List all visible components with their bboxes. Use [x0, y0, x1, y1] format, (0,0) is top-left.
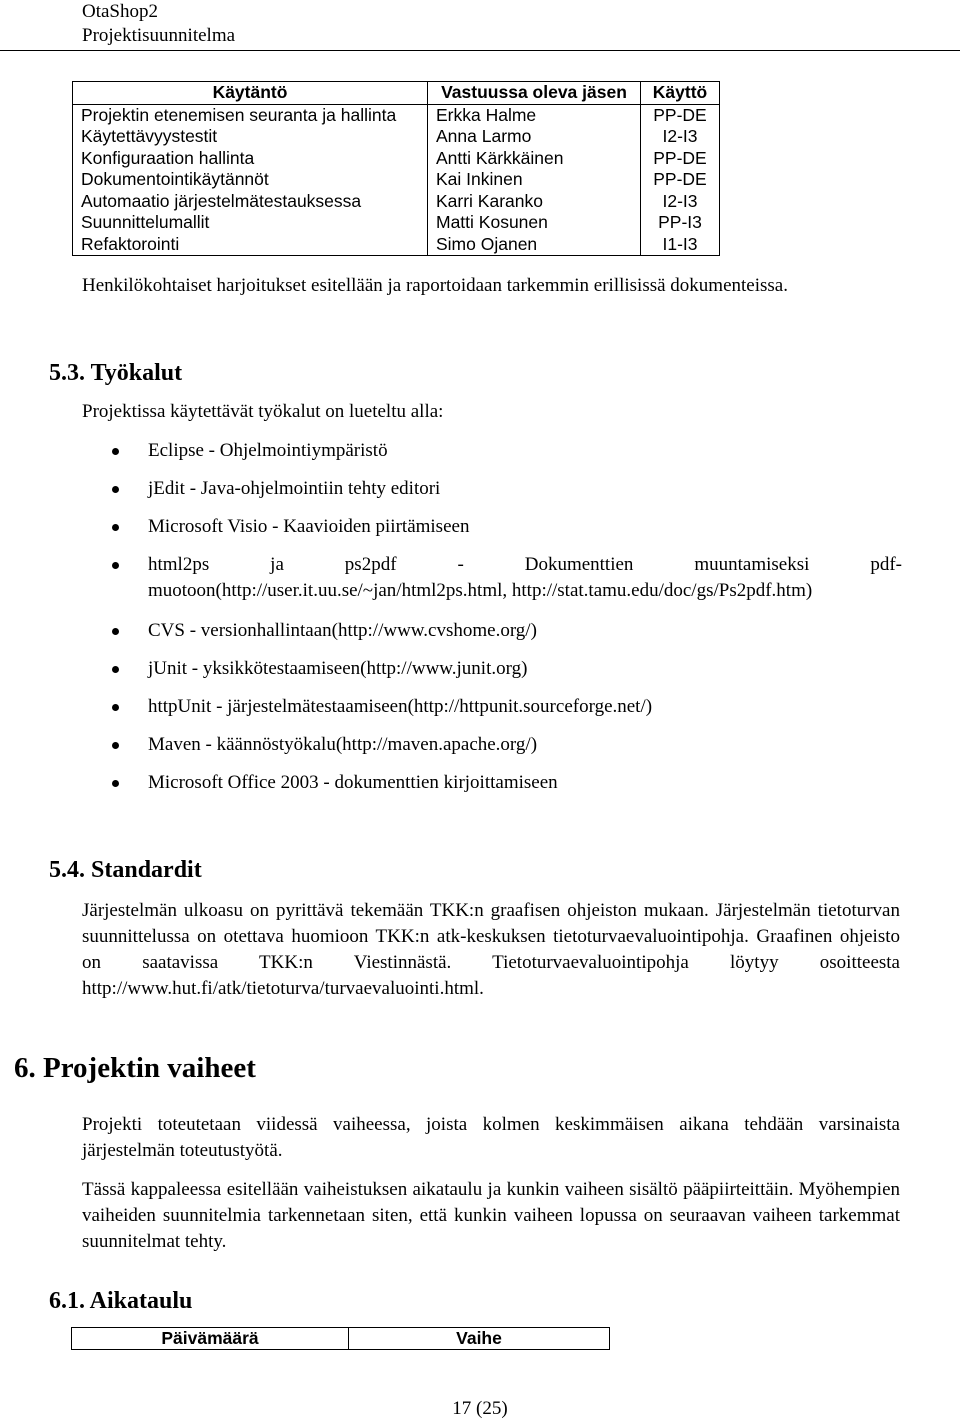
tools-intro-text: Projektissa käytettävät työkalut on lueteltu alla: [82, 401, 444, 422]
tool-item-text: html2ps ja ps2pdf - Dokumenttien muuntamiseksi pdf-muotoon(http://user.it.uu.se/~jan/html2ps.html, http://stat.tamu.edu/doc/gs/Ps2pdf.htm) [148, 554, 902, 601]
section-heading-phases: 6. Projektin vaiheet [14, 1052, 256, 1084]
section-heading-standards: 5.4. Standardit [49, 857, 202, 883]
personal-exercises-paragraph: Henkilökohtaiset harjoitukset esitellään ja raportoidaan tarkemmin erillisissä dokumenteissa. [82, 275, 788, 296]
roles-header-usage: Käyttö [641, 82, 720, 105]
roles-table-header-row [73, 82, 720, 105]
table-cell: Simo Ojanen [428, 234, 641, 256]
tool-item-text: Maven - käännöstyökalu(http://maven.apache.org/) [148, 734, 538, 755]
table-cell: Dokumentointikäytännöt [73, 169, 428, 191]
phases-paragraph-1: Projekti toteutetaan viidessä vaiheessa, joista kolmen keskimmäisen aikana tehdään varsinaista järjestelmän toteutustyötä. [82, 1114, 900, 1161]
table-cell: I1-I3 [641, 234, 720, 256]
table-cell: Antti Kärkkäinen [428, 148, 641, 170]
standards-paragraph: Järjestelmän ulkoasu on pyrittävä tekemään TKK:n graafisen ohjeiston mukaan. Järjestelmän tietoturvan suunnittelussa on otettava huomioon TKK:n atk-keskuksen tietoturvaevaluointipohja. Graafinen ohjeisto on saatavissa TKK:n Viestinnästä. Tietoturvaevaluointipohja löytyy osoitteesta http://www.hut.fi/atk/tietoturva/turvaevaluointi.html. [82, 900, 900, 999]
page-number: 17 (25) [452, 1398, 508, 1419]
roles-header-practice: Käytäntö [73, 82, 428, 105]
table-row [73, 104, 720, 126]
table-cell: Projektin etenemisen seuranta ja hallinta [73, 104, 428, 126]
bullet-icon [112, 780, 119, 787]
list-item [82, 618, 902, 644]
table-cell: Refaktorointi [73, 234, 428, 256]
table-row [73, 169, 720, 191]
table-cell: I2-I3 [641, 191, 720, 213]
table-row [73, 126, 720, 148]
roles-header-member: Vastuussa oleva jäsen [428, 82, 641, 105]
table-cell: Matti Kosunen [428, 212, 641, 234]
schedule-table-header-row [72, 1328, 610, 1350]
list-item [82, 514, 902, 540]
table-row [73, 212, 720, 234]
table-cell: Automaatio järjestelmätestauksessa [73, 191, 428, 213]
table-row [73, 234, 720, 256]
bullet-icon [112, 562, 119, 569]
tool-item-text: jUnit - yksikkötestaamiseen(http://www.junit.org) [148, 658, 528, 679]
list-item [82, 552, 902, 604]
list-item [82, 476, 902, 502]
table-cell: Kai Inkinen [428, 169, 641, 191]
list-item [82, 656, 902, 682]
document-header [82, 0, 235, 48]
bullet-icon [112, 666, 119, 673]
bullet-icon [112, 448, 119, 455]
table-cell: Anna Larmo [428, 126, 641, 148]
schedule-table [71, 1327, 610, 1350]
list-item [82, 770, 902, 796]
tool-item-text: httpUnit - järjestelmätestaamiseen(http://httpunit.sourceforge.net/) [148, 696, 653, 717]
table-cell: PP-I3 [641, 212, 720, 234]
table-row [73, 191, 720, 213]
table-cell: PP-DE [641, 104, 720, 126]
table-cell: Erkka Halme [428, 104, 641, 126]
table-cell: Karri Karanko [428, 191, 641, 213]
table-cell: Konfiguraation hallinta [73, 148, 428, 170]
tool-item-text: Microsoft Office 2003 - dokumenttien kirjoittamiseen [148, 772, 558, 793]
list-item [82, 732, 902, 758]
bullet-icon [112, 704, 119, 711]
roles-table [72, 81, 720, 256]
tool-item-text: Eclipse - Ohjelmointiympäristö [148, 440, 388, 461]
list-item [82, 694, 902, 720]
section-heading-schedule: 6.1. Aikataulu [49, 1288, 193, 1314]
header-divider [0, 50, 960, 51]
bullet-icon [112, 524, 119, 531]
table-cell: I2-I3 [641, 126, 720, 148]
schedule-header-phase: Vaihe [349, 1328, 610, 1350]
table-cell: Käytettävyystestit [73, 126, 428, 148]
table-cell: Suunnittelumallit [73, 212, 428, 234]
tool-item-text: jEdit - Java-ohjelmointiin tehty editori [148, 478, 441, 499]
phases-paragraph-2: Tässä kappaleessa esitellään vaiheistuksen aikataulu ja kunkin vaiheen sisältö pääpiirteittäin. Myöhempien vaiheiden suunnitelmia tarkennetaan siten, että kunkin vaiheen lopussa on seuraavan vaiheen tarkemmat suunnitelmat tehty. [82, 1179, 900, 1252]
tools-list [82, 438, 902, 808]
list-item [82, 438, 902, 464]
table-cell: PP-DE [641, 169, 720, 191]
table-row [73, 148, 720, 170]
schedule-header-date: Päivämäärä [72, 1328, 349, 1350]
header-project-name: OtaShop2 [82, 1, 158, 22]
table-cell: PP-DE [641, 148, 720, 170]
tool-item-text: Microsoft Visio - Kaavioiden piirtämiseen [148, 516, 470, 537]
bullet-icon [112, 742, 119, 749]
header-document-title: Projektisuunnitelma [82, 25, 236, 46]
bullet-icon [112, 486, 119, 493]
tool-item-text: CVS - versionhallintaan(http://www.cvshome.org/) [148, 620, 537, 641]
section-heading-tools: 5.3. Työkalut [49, 360, 183, 386]
bullet-icon [112, 628, 119, 635]
